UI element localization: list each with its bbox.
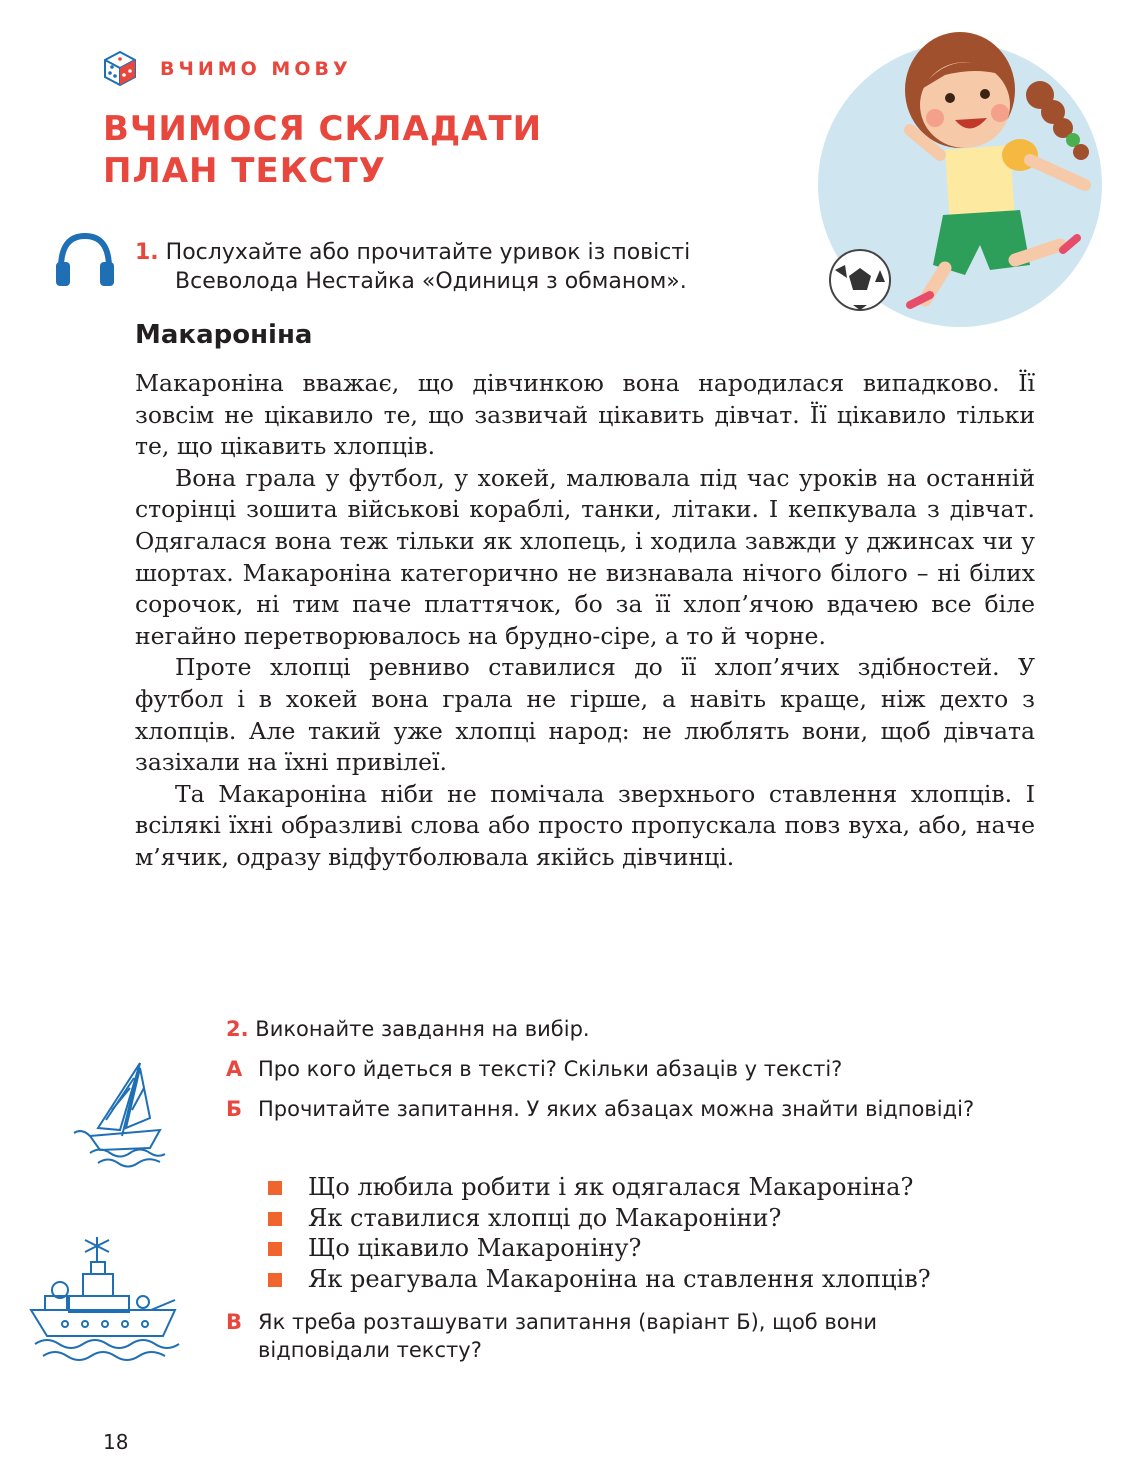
option-letter: А	[226, 1057, 243, 1081]
option-a	[226, 1055, 1026, 1083]
title-line-1: ВЧИМОСЯ СКЛАДАТИ	[103, 109, 543, 149]
story-paragraph: Проте хлопці ревниво ставилися до її хлоп’ячих здібностей. У футбол і в хокей вона грала не гірше, а навіть краще, ніж дехто з хлопців. Але такий уже хлопці народ: не люблять вони, щоб дівчата зазіхали на їхні привілеї.	[135, 653, 1035, 777]
task-1	[135, 238, 775, 296]
girl-football-illustration	[815, 20, 1115, 335]
bullet-square	[268, 1242, 282, 1256]
bullet-square	[268, 1273, 282, 1287]
list-item	[268, 1172, 1048, 1203]
question-text: Що любила робити і як одягалася Макароніна?	[308, 1173, 914, 1201]
list-item	[268, 1203, 1048, 1234]
task-2-intro	[226, 1015, 1026, 1043]
option-b	[226, 1095, 1026, 1123]
story-text	[135, 368, 1035, 874]
option-c-text: Як треба розташувати запитання (варіант Б), щоб вони відповідали тексту?	[258, 1310, 878, 1362]
story-paragraph: Вона грала у футбол, у хокей, малювала під час уроків на останній сторінці зошита військові кораблі, танки, літаки. І кепкувала з дівчат. Одягалася вона теж тільки як хлопець, і ходила завжди у джинсах чи у шортах. Макароніна категорично не визнавала нічого білого – ні білих сорочок, ні тим паче платтячок, бо за її хлоп’ячою вдачею все біле негайно перетворювалось на брудно-сіре, а то й чорне.	[135, 463, 1035, 650]
option-a-text: Про кого йдеться в тексті? Скільки абзаців у тексті?	[258, 1057, 843, 1081]
list-item	[268, 1233, 1048, 1264]
question-text: Як реагувала Макароніна на ставлення хлопців?	[308, 1264, 931, 1293]
task-2-intro-text: Виконайте завдання на вибір.	[255, 1017, 590, 1041]
question-text: Що цікавило Макароніну?	[308, 1234, 642, 1262]
title-line-2: ПЛАН ТЕКСТУ	[103, 151, 386, 191]
task-1-line-1: Послухайте або прочитайте уривок із повісті	[165, 240, 691, 265]
ship-icon	[25, 1232, 185, 1362]
task-number: 2.	[226, 1017, 249, 1041]
page-title	[103, 108, 542, 192]
bullet-square	[268, 1181, 282, 1195]
dice-icon	[102, 50, 138, 86]
option-b-text: Прочитайте запитання. У яких абзацах можна знайти відповіді?	[258, 1097, 975, 1121]
story-paragraph: Та Макароніна ніби не помічала зверхнього ставлення хлопців. І всілякі їхні образливі слова або просто пропускала повз вуха, або, наче м’ячик, одразу відфутболювала якійсь дівчинці.	[135, 779, 1035, 871]
task-2	[226, 1015, 1026, 1135]
headphones-icon	[53, 230, 117, 288]
story-paragraph: Макароніна вважає, що дівчинкою вона народилася випадково. Її зовсім не цікавило те, що зазвичай цікавить дівчат. Її цікавило тільки те, що цікавить хлопців.	[135, 369, 1035, 461]
task-number: 1.	[135, 240, 159, 265]
option-letter: В	[226, 1310, 243, 1334]
list-item	[268, 1264, 1048, 1295]
option-c	[226, 1308, 1026, 1364]
page-number: 18	[103, 1430, 129, 1454]
bullet-square	[268, 1212, 282, 1226]
section-label: ВЧИМО МОВУ	[160, 58, 352, 80]
sailboat-icon	[70, 1058, 170, 1168]
option-letter: Б	[226, 1097, 243, 1121]
story-title: Макароніна	[135, 320, 313, 350]
question-list	[268, 1172, 1048, 1294]
task-1-line-2: Всеволода Нестайка «Одиниця з обманом».	[175, 269, 687, 294]
question-text: Як ставилися хлопці до Макароніни?	[308, 1203, 782, 1232]
